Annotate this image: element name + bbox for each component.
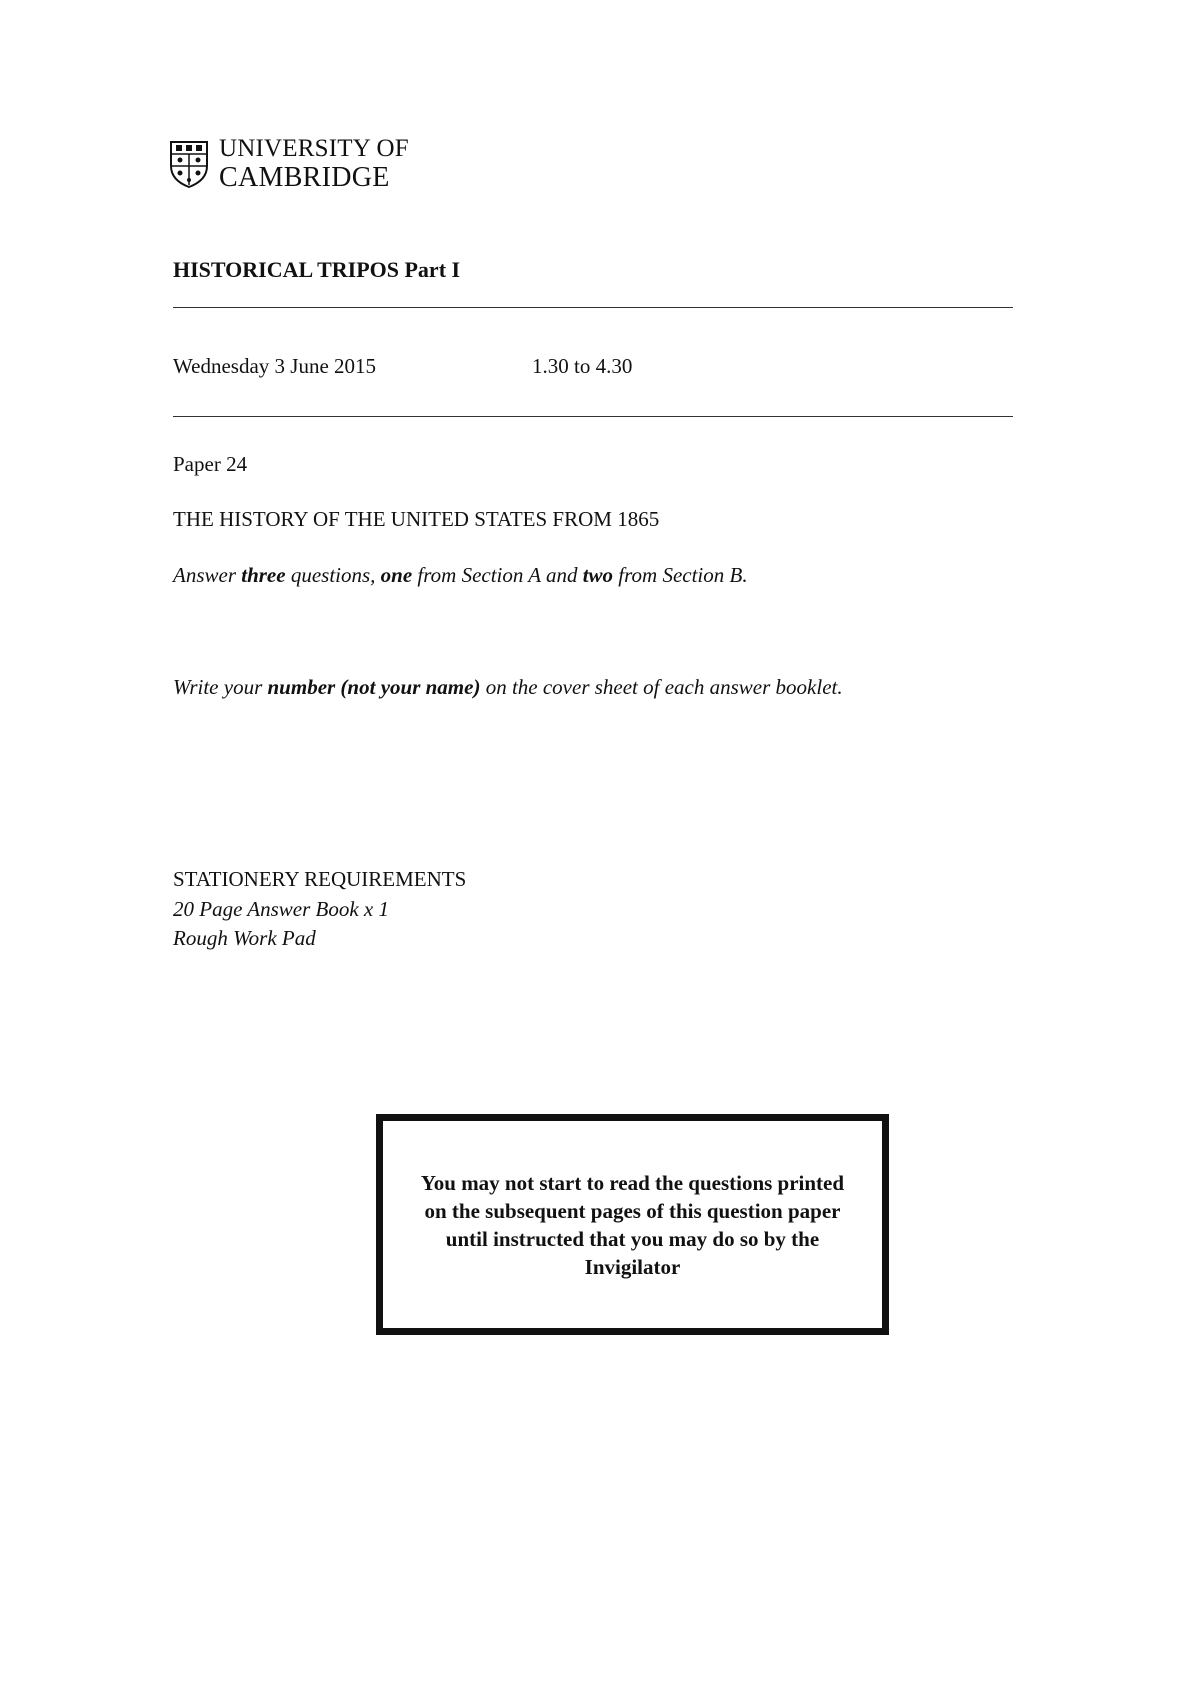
instruction-text: from Section A and xyxy=(412,563,583,587)
institution-name-line2: CAMBRIDGE xyxy=(219,162,390,193)
instruction-text: Answer xyxy=(173,563,242,587)
write-number-instruction xyxy=(173,675,843,700)
exam-time: 1.30 to 4.30 xyxy=(532,354,633,378)
instruction-emphasis: three xyxy=(241,563,286,587)
divider-top xyxy=(173,307,1013,308)
instruction-emphasis: one xyxy=(380,563,413,587)
instruction-text: on the cover sheet of each answer booklet. xyxy=(480,675,843,699)
divider-bottom xyxy=(173,416,1013,417)
exam-date: Wednesday 3 June 2015 xyxy=(173,354,377,378)
invigilator-notice-box xyxy=(376,1114,889,1335)
instruction-emphasis: number (not your name) xyxy=(267,675,481,699)
exam-title: HISTORICAL TRIPOS Part I xyxy=(173,257,461,282)
institution-name-line1: UNIVERSITY OF xyxy=(219,135,409,162)
stationery-item: 20 Page Answer Book x 1 xyxy=(173,897,389,921)
stationery-item: Rough Work Pad xyxy=(173,926,316,950)
instruction-text: Write your xyxy=(173,675,268,699)
stationery-heading: STATIONERY REQUIREMENTS xyxy=(173,867,467,891)
instruction-emphasis: two xyxy=(582,563,614,587)
instruction-text: from Section B. xyxy=(613,563,748,587)
invigilator-notice-text: You may not start to read the questions printed on the subsequent pages of this question paper until instructed that you may do so by the Invigilator xyxy=(420,1170,845,1279)
paper-subject: THE HISTORY OF THE UNITED STATES FROM 1865 xyxy=(173,507,660,531)
university-shield-icon xyxy=(169,140,209,188)
university-logo xyxy=(169,136,409,192)
instruction-text: questions, xyxy=(285,563,381,587)
answer-instruction xyxy=(173,563,748,588)
paper-number: Paper 24 xyxy=(173,452,248,476)
